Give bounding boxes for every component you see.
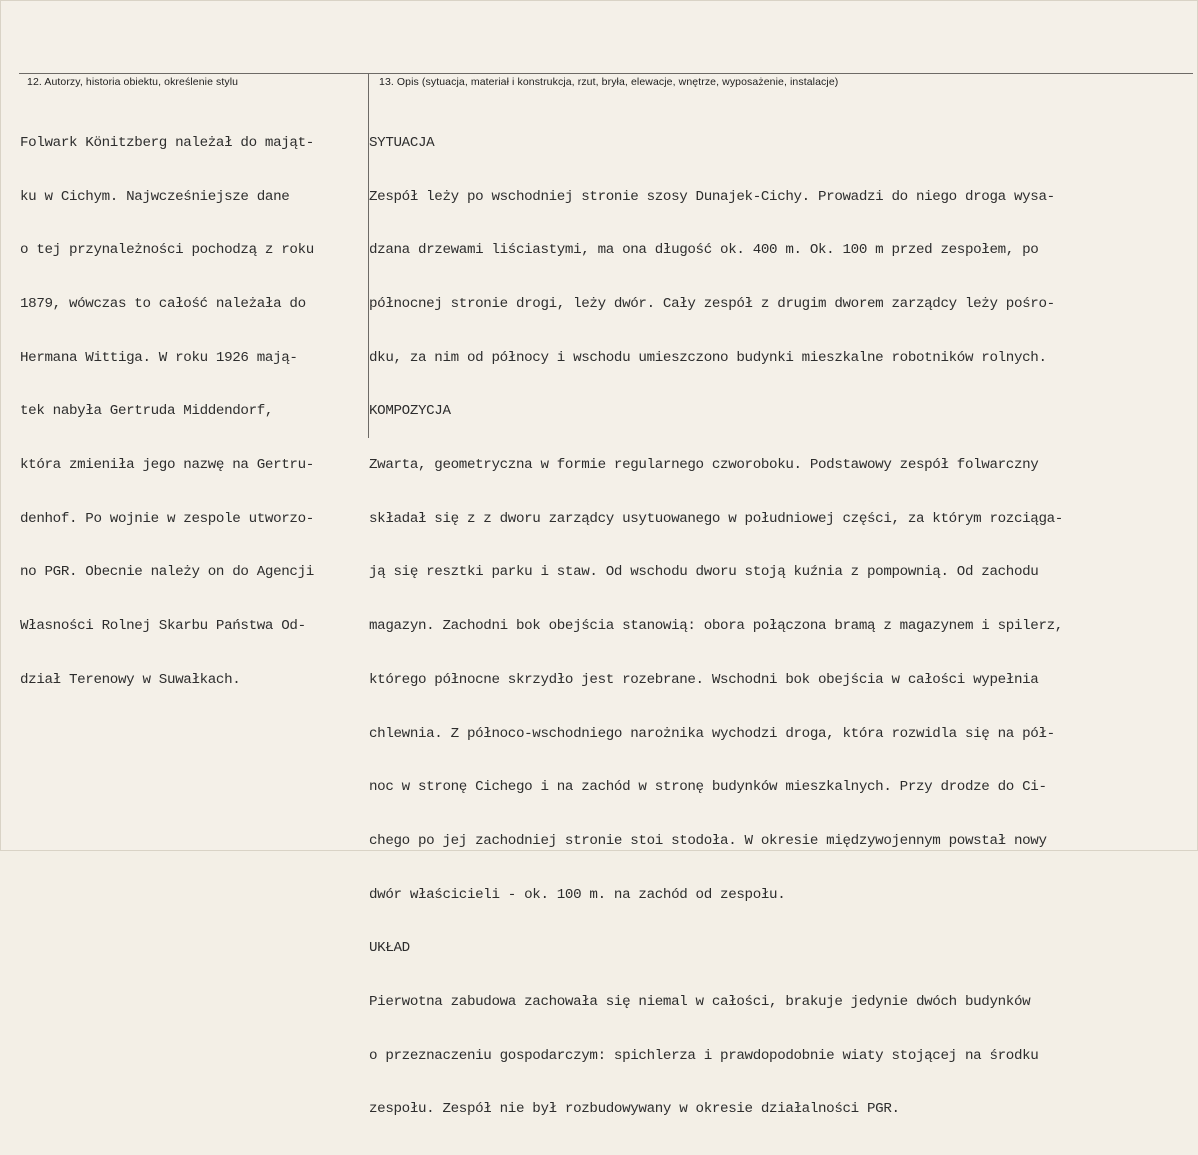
description-line: składał się z z dworu zarządcy usytuowanego w południowej części, za którym rozciąga-	[369, 510, 1063, 527]
history-line: 1879, wówczas to całość należała do	[20, 295, 306, 312]
section-13-header: 13. Opis (sytuacja, materiał i konstrukcja, rzut, bryła, elewacje, wnętrze, wyposażenie, instalacje)	[379, 76, 839, 88]
description-line: Zwarta, geometryczna w formie regularnego czworoboku. Podstawowy zespół folwarczny	[369, 457, 1039, 474]
history-line: która zmieniła jego nazwę na Gertru-	[20, 457, 314, 474]
history-line: Folwark Könitzberg należał do mająt-	[20, 134, 314, 151]
history-line: dział Terenowy w Suwałkach.	[20, 671, 241, 688]
description-text	[369, 99, 1063, 1155]
history-text	[20, 99, 314, 726]
description-line: ją się resztki parku i staw. Od wschodu dworu stoją kuźnia z pompownią. Od zachodu	[369, 564, 1039, 581]
description-line: Pierwotna zabudowa zachowała się niemal w całości, brakuje jedynie dwóch budynków	[369, 994, 1031, 1011]
history-line: o tej przynależności pochodzą z roku	[20, 242, 314, 259]
description-heading-sytuacja: SYTUACJA	[369, 134, 435, 151]
section-12-header: 12. Autorzy, historia obiektu, określenie stylu	[27, 76, 239, 88]
history-line: tek nabyła Gertruda Middendorf,	[20, 403, 274, 420]
description-line: noc w stronę Cichego i na zachód w stronę budynków mieszkalnych. Przy drodze do Ci-	[369, 779, 1047, 796]
description-line: dzana drzewami liściastymi, ma ona długość ok. 400 m. Ok. 100 m przed zespołem, po	[369, 242, 1039, 259]
description-line: którego północne skrzydło jest rozebrane. Wschodni bok obejścia w całości wypełnia	[369, 671, 1039, 688]
description-line: o przeznaczeniu gospodarczym: spichlerza i prawdopodobnie wiaty stojącej na środku	[369, 1047, 1039, 1064]
header-rule	[19, 73, 1193, 74]
description-line: dku, za nim od północy i wschodu umieszczono budynki mieszkalne robotników rolnych.	[369, 349, 1047, 366]
history-line: denhof. Po wojnie w zespole utworzo-	[20, 510, 314, 527]
description-line: chlewnia. Z północo-wschodniego narożnika wychodzi droga, która rozwidla się na pół-	[369, 725, 1055, 742]
description-heading-uklad: UKŁAD	[369, 940, 410, 957]
description-line: magazyn. Zachodni bok obejścia stanowią: obora połączona bramą z magazynem i spilerz,	[369, 618, 1063, 635]
description-line: zespołu. Zespół nie był rozbudowywany w okresie działalności PGR.	[369, 1101, 900, 1118]
history-line: no PGR. Obecnie należy on do Agencji	[20, 564, 314, 581]
description-line: Zespół leży po wschodniej stronie szosy Dunajek-Cichy. Prowadzi do niego droga wysa-	[369, 188, 1055, 205]
description-line: dwór właścicieli - ok. 100 m. na zachód od zespołu.	[369, 886, 786, 903]
description-heading-kompozycja: KOMPOZYCJA	[369, 403, 451, 420]
history-line: ku w Cichym. Najwcześniejsze dane	[20, 188, 290, 205]
description-line: północnej stronie drogi, leży dwór. Cały zespół z drugim dworem zarządcy leży pośro-	[369, 295, 1055, 312]
history-line: Hermana Wittiga. W roku 1926 mają-	[20, 349, 298, 366]
description-line: chego po jej zachodniej stronie stoi stodoła. W okresie międzywojennym powstał nowy	[369, 832, 1047, 849]
history-line: Własności Rolnej Skarbu Państwa Od-	[20, 618, 306, 635]
